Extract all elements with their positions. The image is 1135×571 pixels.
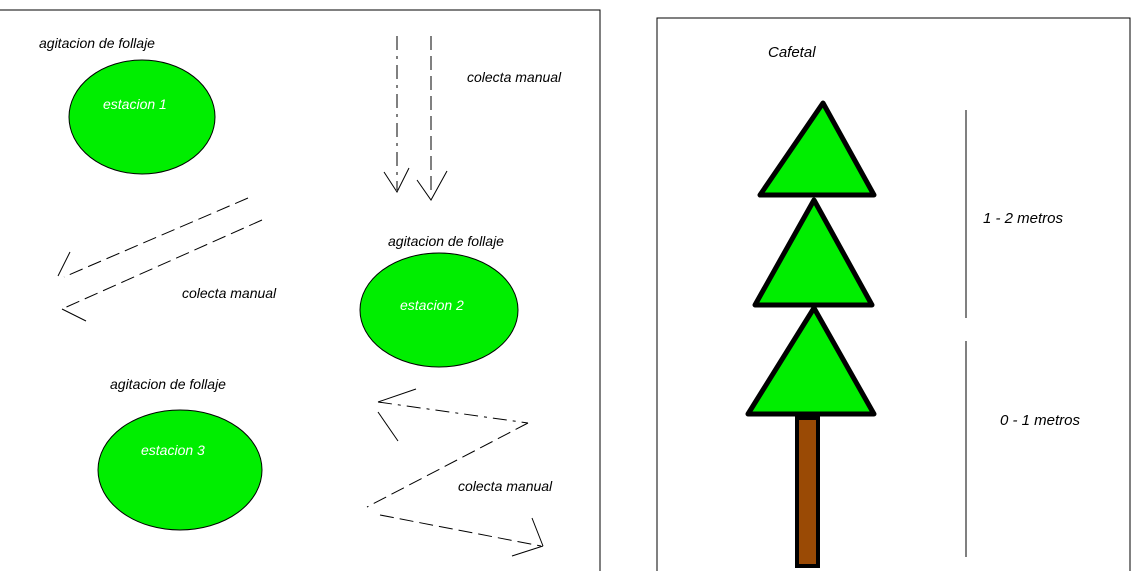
collection-label-1: colecta manual [467,69,562,85]
station-1-header: agitacion de follaje [39,35,155,51]
collection-arrow-zigzag [367,389,543,556]
collection-arrow-diagonal-upper [58,198,248,277]
station-1-label: estacion 1 [103,96,167,112]
tree-middle-triangle [755,200,872,305]
station-2-header: agitacion de follaje [388,233,504,249]
tree-trunk [797,418,818,566]
station-3-header: agitacion de follaje [110,376,226,392]
station-1-ellipse [69,60,215,174]
station-3-ellipse [98,410,262,530]
height-label-upper: 1 - 2 metros [983,210,1064,227]
collection-label-3: colecta manual [458,478,553,494]
tree-top-triangle [760,103,874,195]
tree-lower-triangle [748,308,874,414]
height-label-lower: 0 - 1 metros [1000,412,1081,429]
station-3-label: estacion 3 [141,442,205,458]
right-panel-frame [657,18,1130,571]
collection-label-2: colecta manual [182,285,277,301]
cafetal-title: Cafetal [768,44,816,61]
collection-arrow-vertical-left [384,36,409,192]
collection-arrow-vertical-right [417,36,447,200]
station-2-label: estacion 2 [400,297,464,313]
